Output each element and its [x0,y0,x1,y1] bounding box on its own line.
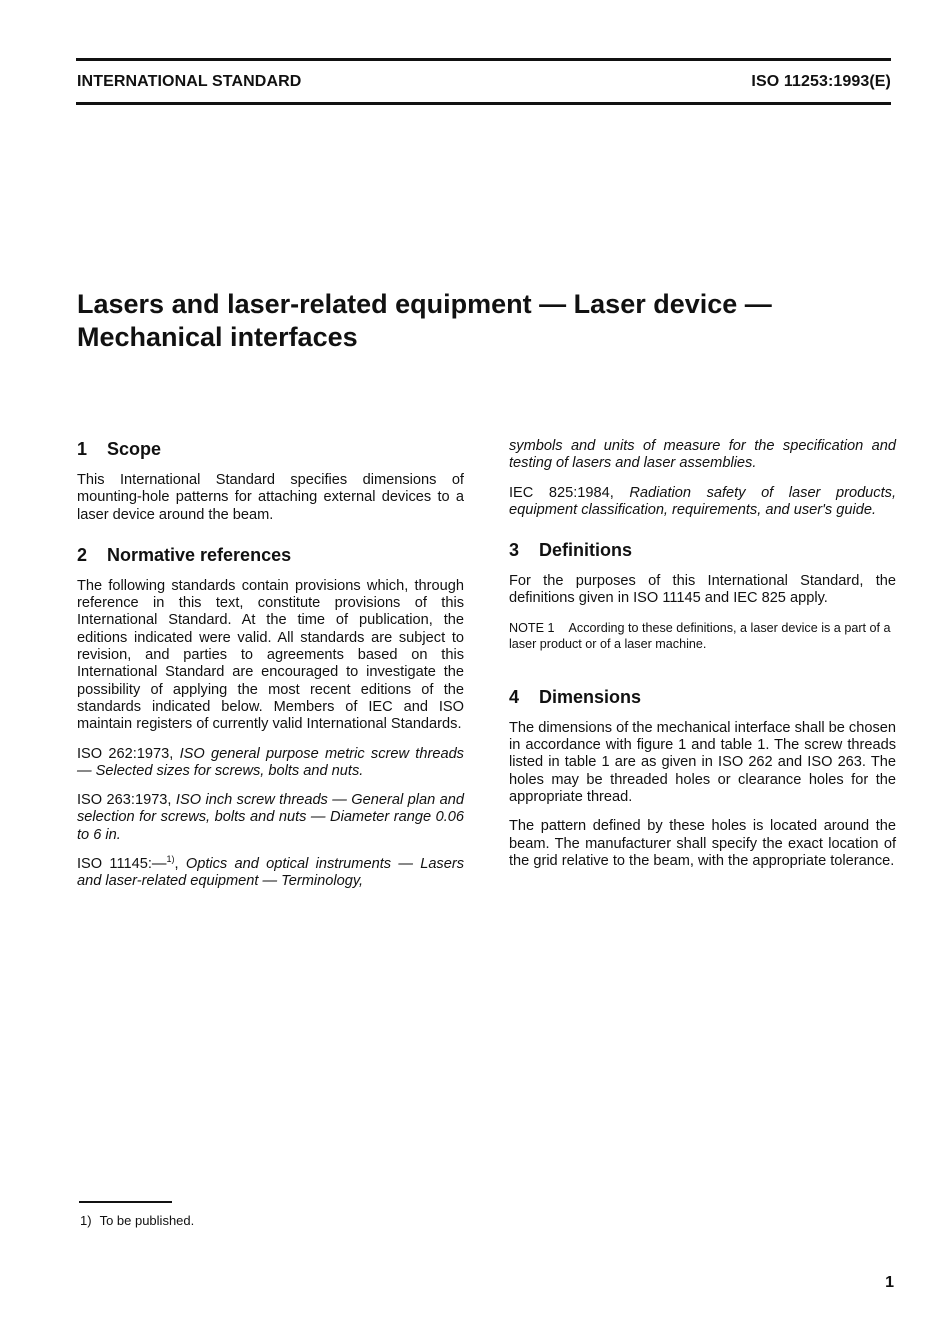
definitions-paragraph: For the purposes of this International Standard, the definitions given in ISO 11145 and IEC 825 apply. [509,573,896,607]
footnote-text: To be published. [99,1213,195,1228]
section-number: 1 [77,439,88,459]
reference-iso-263 [77,792,464,844]
section-title: Normative references [107,544,292,565]
section-title: Dimensions [539,686,642,707]
dimensions-paragraph-1: The dimensions of the mechanical interface shall be chosen in accordance with figure 1 and table 1. The screw threads listed in table 1 are as given in ISO 262 and ISO 263. The holes may be threaded holes or clearance holes for the appropriate thread. [509,719,896,805]
section-definitions-heading [509,539,896,561]
reference-iso-262 [77,746,464,781]
document-type-label: INTERNATIONAL STANDARD [77,73,302,90]
scope-paragraph: This International Standard specifies dimensions of mounting-hole patterns for attaching external devices to a laser device around the beam. [77,472,464,523]
section-number: 2 [77,544,88,565]
footnote-mark: 1) [80,1213,92,1228]
reference-iec-825 [509,485,896,520]
dimensions-paragraph-2: The pattern defined by these holes is located around the beam. The manufacturer shall specify the exact location of the grid relative to the beam, with the appropriate tolerance. [509,818,896,869]
reference-code: IEC 825:1984, [509,484,614,501]
section-number: 3 [509,540,520,561]
section-title: Scope [107,439,162,459]
reference-code: ISO 262:1973, [77,745,174,762]
title-line-2: Mechanical interfaces [77,322,358,352]
note-1 [509,620,896,652]
footnote [80,1213,194,1228]
section-title: Definitions [539,540,632,561]
reference-iso-11145: ISO 11145:—$^{1)}$, Optics and optical instruments — Lasers and laser-related equipment — Terminology, [77,854,465,890]
left-column [77,438,464,891]
section-number: 4 [509,686,520,707]
title-line-1: Lasers and laser-related equipment — Laser device — [77,289,772,319]
section-scope-heading [77,438,464,460]
reference-title-part-2: symbols and units of measure for the specification and testing of lasers and laser assemblies. [509,438,896,472]
reference-iso-11145-continued [509,438,896,473]
reference-title: ISO general purpose metric screw threads — Selected sizes for screws, bolts and nuts. [77,745,464,779]
note-label: NOTE 1 [509,620,555,635]
reference-title-part-1: Optics and optical instruments — Lasers and laser-related equipment — Terminology, [77,856,465,890]
page-number: 1 [885,1274,894,1291]
header-top-rule [76,58,891,61]
header-bottom-rule [76,102,891,105]
reference-title: Radiation safety of laser products, equipment classification, requirements, and user's guide. [509,484,896,518]
note-text: According to these definitions, a laser device is a part of a laser product or of a laser machine. [509,620,891,651]
section-normative-heading [77,544,464,566]
footnote-divider [79,1201,172,1203]
normative-paragraph: The following standards contain provisions which, through reference in this text, constitute provisions of this International Standard. At the time of publication, the editions indicated were valid. All standards are subject to revision, and parties to agreements based on this International Standard are encouraged to investigate the possibility of applying the most recent editions of the standards indicated below. Members of IEC and ISO maintain registers of currently valid International Standards. [77,577,464,733]
section-dimensions-heading [509,686,896,708]
page-title [77,288,877,354]
reference-code: ISO 263:1973, [77,792,172,809]
reference-title: ISO inch screw threads — General plan and selection for screws, bolts and nuts — Diameter range 0.06 to 6 in. [77,792,464,843]
right-column [509,438,896,882]
footnote-ref: 1) [166,854,175,865]
reference-code: ISO 11145:— [77,856,167,873]
document-number: ISO 11253:1993(E) [751,73,891,90]
